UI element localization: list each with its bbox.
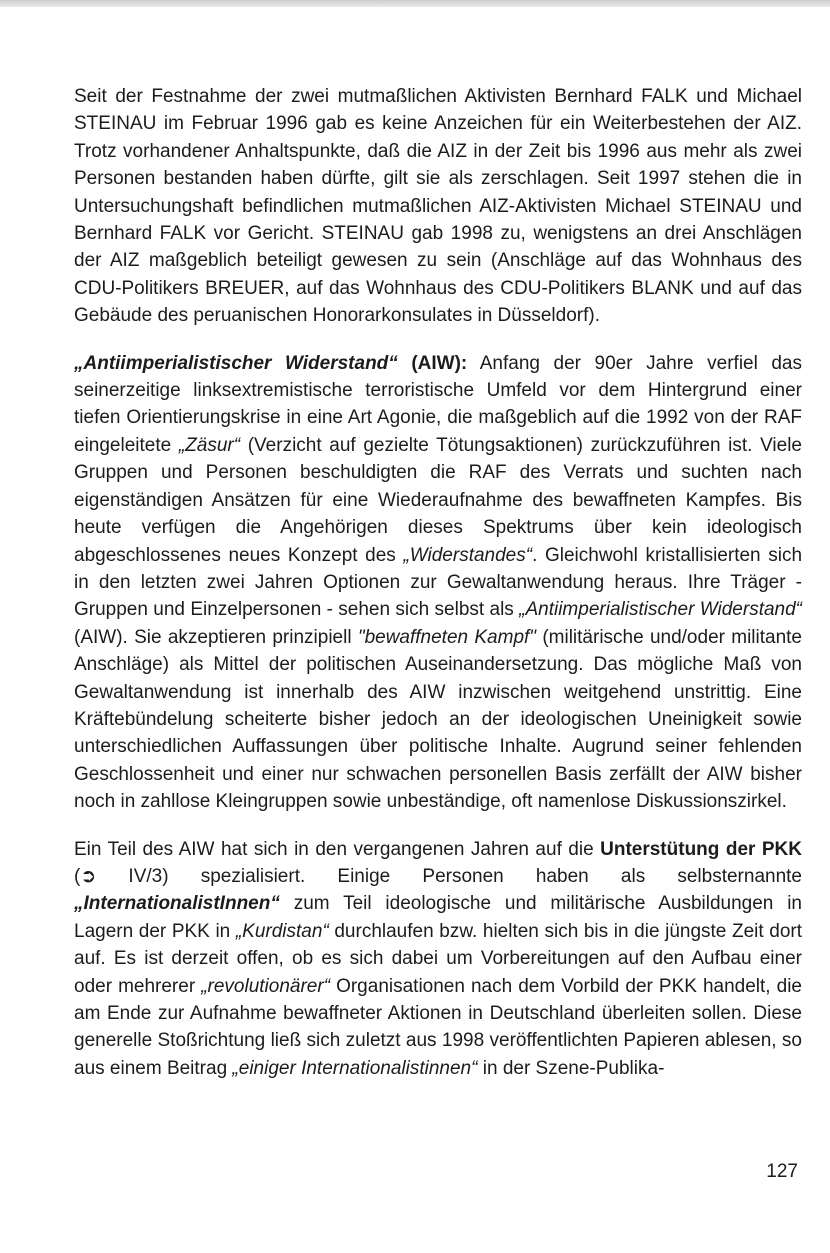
page-number: 127 [766,1161,798,1182]
page-top-edge [0,0,830,7]
text-run: Organisationen nach dem Vorbild der PKK handelt, die am Ende zur Aufnahme bewaffneter Aktionen in Deutschland überleiten sollen. Diese generelle Stoßrichtung ließ sich zuletzt aus 1998 veröffentlichten Papieren ablesen, so aus einem Beitrag [74,975,802,1079]
text-run: Anfang der 90er Jahre verfiel das seinerzeitige linksextremistische terroristische Umfeld vor dem Hintergrund einer tiefen Orientierungskrise in eine Art Agonie, die maßgeblich auf die 1992 von der RAF eingeleitete [74,352,802,456]
paragraph-pkk [74,836,802,1083]
text-run: Seit der Festnahme der zwei mutmaßlichen Aktivisten Bernhard FALK und Michael STEINAU im Februar 1996 gab es keine Anzeichen für ein Weiterbestehen der AIZ. Trotz vorhandener Anhaltspunkte, daß die AIZ in der Zeit bis 1996 aus mehr als zwei Personen bestanden haben dürfte, gilt sie als zerschlagen. Seit 1997 stehen die in Untersuchungshaft befindlichen mutmaßlichen AIZ-Aktivisten Michael STEINAU und Bernhard FALK vor Gericht. STEINAU gab 1998 zu, wenigstens an drei Anschlägen der AIZ maßgeblich beteiligt gewesen zu sein (Anschläge auf das Wohnhaus des CDU-Politikers BREUER, auf das Wohnhaus des CDU-Politikers BLANK und auf das Gebäude des peruanischen Honorarkonsulates in Düsseldorf). [74,86,802,327]
paragraph-aiz [74,83,802,330]
quoted-term: „einiger Internationalistinnen“ [232,1057,478,1079]
text-run: (Verzicht auf gezielte Tötungsaktionen) zurückzuführen ist. Viele Gruppen und Personen beschuldigten die RAF des Verrats und suchten nach eigenständigen Ansätzen für eine Wiederaufnahme des bewaffneten Kampfes. Bis heute verfügen die Angehörigen dieses Spektrums über kein ideologisch abgeschlossenes neues Konzept des [74,434,802,566]
term-aiw-abbrev: (AIW): [397,352,468,374]
paragraph-aiw [74,350,802,816]
quoted-term-bold: „InternationalistInnen“ [74,893,280,915]
text-run: IV/3) spezialisiert. Einige Personen haben als selbsternannte [96,865,802,887]
quoted-term: „Antiimperialistischer Widerstand“ [519,599,803,621]
text-run: durchlaufen bzw. hielten sich bis in die jüngste Zeit dort auf. Es ist derzeit offen, ob es sich dabei um Vorbereitungen auf den Aufbau einer oder mehrerer [74,920,802,997]
text-run: ( [74,865,81,887]
text-run: (militärische und/oder militante Anschläge) als Mittel der politischen Auseinandersetzung. Das mögliche Maß von Gewaltanwendung ist innerhalb des AIW inzwischen weitgehend unstrittig. Eine Kräftebündelung scheiterte bisher jedoch an der ideologischen Uneinigkeit sowie unterschiedlichen Auffassungen über politische Inhalte. Augrund seiner fehlenden Geschlossenheit und einer nur schwachen personellen Basis zerfällt der AIW bisher noch in zahllose Kleingruppen sowie unbeständige, oft namenlose Diskussionszirkel. [74,626,802,813]
quoted-term: „Kurdistan“ [235,920,329,942]
quoted-term: „Widerstandes“ [403,544,533,566]
document-body [74,83,802,1102]
text-run: zum Teil ideologische und militärische Ausbildungen in Lagern der PKK in [74,893,802,942]
quoted-term: "bewaffneten Kampf" [357,626,537,648]
term-aiw-heading: „Antiimperialistischer Widerstand“ [74,352,398,374]
text-run: (AIW). Sie akzeptieren prinzipiell [74,626,358,648]
text-run: in der Szene-Publika- [477,1057,665,1079]
quoted-term: „revolutionärer“ [201,975,331,997]
quoted-term: „Zäsur“ [178,434,241,456]
term-pkk-support: Unterstütung der PKK [600,838,802,860]
text-run: . Gleichwohl kristallisierten sich in den letzten zwei Jahren Optionen zur Gewaltanwendung heraus. Ihre Träger - Gruppen und Einzelpersonen - sehen sich selbst als [74,544,803,621]
text-run: Ein Teil des AIW hat sich in den vergangenen Jahren auf die [74,838,601,860]
cross-reference-arrow-icon: ➲ [80,865,97,887]
